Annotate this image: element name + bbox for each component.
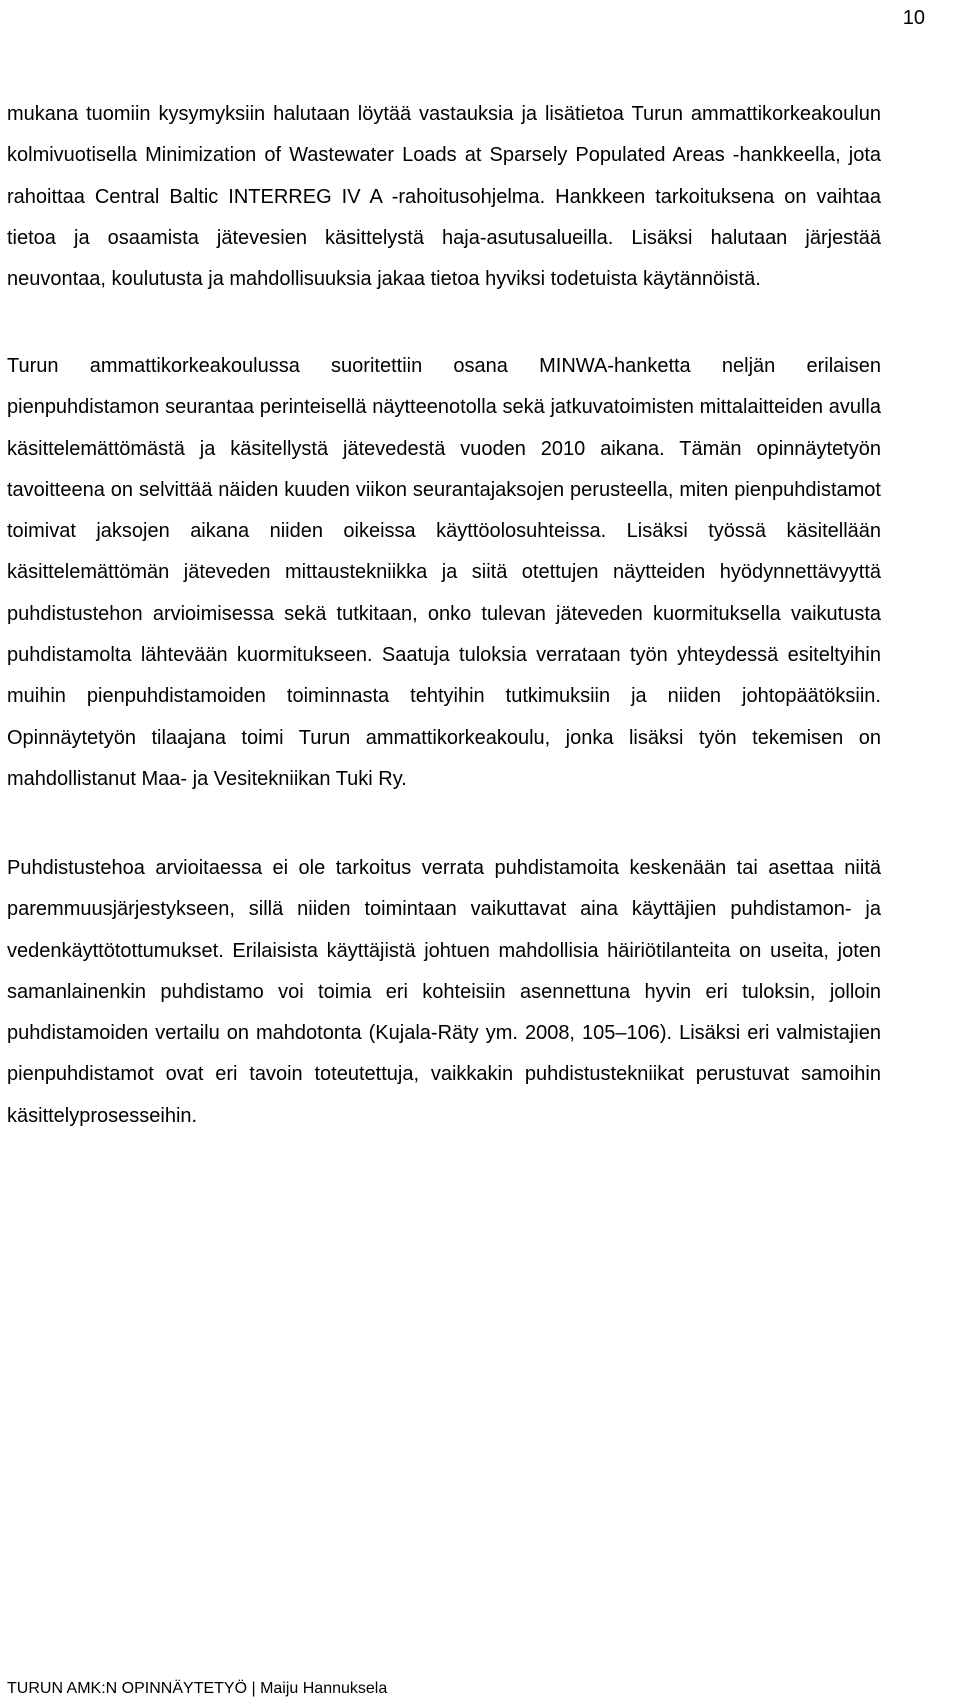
page-number: 10 [902,7,925,29]
page-footer: TURUN AMK:N OPINNÄYTETYÖ | Maiju Hannuksela [7,1680,388,1697]
body-paragraph-intro: mukana tuomiin kysymyksiin halutaan löytää vastauksia ja lisätietoa Turun ammattikorkeakoulun kolmivuotisella Minimization of Wastewater Loads at Sparsely Populated Areas -hankkeella, jota rahoittaa Central Baltic INTERREG IV A -rahoitusohjelma. Hankkeen tarkoituksena on vaihtaa tietoa ja osaamista jätevesien käsittelystä haja-asutusalueilla. Lisäksi halutaan järjestää neuvontaa, koulutusta ja mahdollisuuksia jakaa tietoa hyviksi todetuista käytännöistä. [7,103,881,291]
body-paragraph-study: Turun ammattikorkeakoulussa suoritettiin osana MINWA-hanketta neljän erilaisen pienpuhdistamon seurantaa perinteisellä näytteenotolla sekä jatkuvatoimisten mittalaitteiden avulla käsittelemättömästä ja käsitellystä jätevedestä vuoden 2010 aikana. Tämän opinnäytetyön tavoitteena on selvittää näiden kuuden viikon seurantajaksojen perusteella, miten pienpuhdistamot toimivat jaksojen aikana niiden oikeissa käyttöolosuhteissa. Lisäksi työssä käsitellään käsittelemättömän jäteveden mittaustekniikka ja siitä otettujen näytteiden hyödynnettävyyttä puhdistustehon arvioimisessa sekä tutkitaan, onko tulevan jäteveden kuormituksella vaikutusta puhdistamolta lähtevään kuormitukseen. Saatuja tuloksia verrataan työn yhteydessä esiteltyihin muihin pienpuhdistamoiden toiminnasta tehtyihin tutkimuksiin ja niiden johtopäätöksiin. Opinnäytetyön tilaajana toimi Turun ammattikorkeakoulu, jonka lisäksi työn tekemisen on mahdollistanut Maa- ja Vesitekniikan Tuki Ry. [7,355,881,790]
body-paragraph-comparison: Puhdistustehoa arvioitaessa ei ole tarkoitus verrata puhdistamoita keskenään tai asettaa niitä paremmuusjärjestykseen, sillä niiden toimintaan vaikuttavat aina käyttäjien puhdistamon- ja vedenkäyttötottumukset. Erilaisista käyttäjistä johtuen mahdollisia häiriötilanteita on useita, joten samanlainenkin puhdistamo voi toimia eri kohteisiin asennettuna hyvin eri tuloksin, jolloin puhdistamoiden vertailu on mahdotonta (Kujala-Räty ym. 2008, 105–106). Lisäksi eri valmistajien pienpuhdistamot ovat eri tavoin toteutettuja, vaikkakin puhdistustekniikat perustuvat samoihin käsittelyprosesseihin. [7,857,881,1127]
